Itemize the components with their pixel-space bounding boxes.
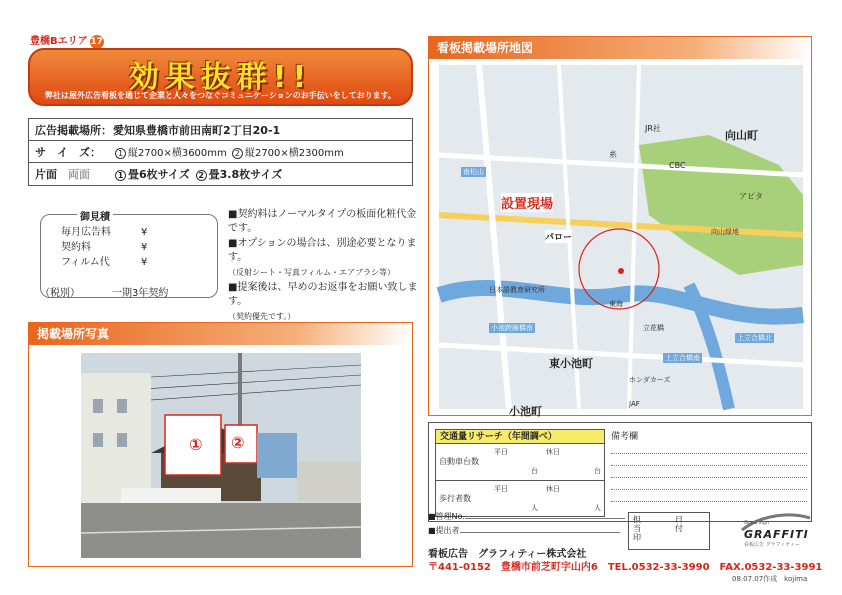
- map-label-jr: JR社: [645, 124, 661, 133]
- banner-title: 効果抜群!!: [128, 60, 313, 95]
- site-photo-image: [81, 353, 361, 558]
- remarks-line: [611, 466, 807, 478]
- postal-code: 〒441-0152: [428, 562, 491, 573]
- map-label-koike: 小池町: [509, 405, 542, 418]
- map-label-school: 日本語教育研究所: [489, 286, 545, 294]
- info-row-location: [29, 119, 412, 141]
- map-label-kamiryu2: 上立合橋南: [665, 354, 700, 362]
- size-1-number: 1: [115, 148, 126, 159]
- yen-mark: ¥: [141, 257, 148, 268]
- fax: FAX.0532-33-3991: [719, 562, 823, 573]
- remarks-line: [611, 442, 807, 454]
- proposer: [428, 524, 625, 538]
- management-number: [428, 510, 625, 524]
- estimate-label: 毎月広告料: [61, 227, 111, 238]
- area-label: 豊橋Bエリア: [30, 36, 88, 47]
- map-panel: [428, 36, 812, 416]
- size-2-number: 2: [232, 148, 243, 159]
- side-label: [29, 166, 113, 182]
- telephone: TEL.0532-33-3990: [607, 562, 710, 573]
- traffic-research: [428, 422, 812, 522]
- side-double: 両面: [68, 168, 90, 181]
- map-label-nanshou: 南松山: [463, 168, 484, 176]
- traffic-title: 交通量リサーチ（年間調べ）: [436, 430, 604, 444]
- estimate-row-monthly: [61, 225, 148, 240]
- photo-panel: [28, 322, 413, 567]
- map-label-river: 小池跨線橋南: [491, 324, 533, 332]
- banner-subtitle: 弊社は屋外広告看板を通じて企業と人々をつなぐコミュニケーションのお手伝いをしております。: [45, 91, 396, 100]
- notes: [228, 208, 418, 325]
- photo-marker-1: ①: [189, 435, 203, 454]
- size-1: 縦2700×横3600mm: [128, 148, 227, 159]
- company-name: 看板広告 グラフィティー株式会社: [428, 549, 587, 560]
- management-number-label: ■管理No.: [428, 512, 465, 521]
- estimate-row-film: [61, 255, 148, 270]
- map-label-tachibana: 立花橋: [643, 324, 664, 332]
- stamp-date-label: 日付: [675, 515, 683, 533]
- photo-marker-2: ②: [231, 433, 245, 452]
- remarks: [611, 429, 807, 502]
- remarks-label: 備考欄: [611, 432, 639, 442]
- graffiti-logo: [722, 508, 812, 548]
- side-2-number: 2: [196, 170, 207, 181]
- side-1-number: 1: [115, 170, 126, 181]
- side-2: 畳3.8枚サイズ: [208, 168, 283, 181]
- note-2-detail: （反射シート・写真フィルム・エアブラシ等）: [228, 268, 396, 277]
- map-label-jaf: JAF: [629, 400, 640, 408]
- traffic-row-cars: [436, 444, 604, 481]
- yen-mark: ¥: [141, 227, 148, 238]
- map-graphic: [439, 65, 803, 409]
- estimate-rows: [61, 225, 148, 270]
- site-photo: [81, 353, 361, 558]
- unit-person: 人: [594, 504, 601, 512]
- footer-note: 08.07.07作成 kojima: [732, 575, 808, 583]
- location-map: [439, 65, 803, 418]
- yen-mark: ¥: [141, 242, 148, 253]
- holiday-label: 休日: [546, 485, 560, 493]
- proposer-label: ■提出者: [428, 526, 460, 535]
- map-label-ito: 糸: [609, 150, 617, 159]
- map-site-label: 設置現場: [501, 193, 553, 212]
- area-number: 17: [90, 37, 103, 47]
- tax-row: [40, 284, 168, 299]
- remarks-line: [611, 454, 807, 466]
- map-label-higashi-koike: 東小池町: [549, 357, 593, 370]
- headline-banner: [28, 48, 413, 106]
- estimate-row-contract: [61, 240, 148, 255]
- map-label-paro: パロー: [545, 230, 572, 243]
- location-label: 広告掲載場所：: [35, 123, 112, 137]
- size-label: サ イ ズ：: [35, 145, 101, 159]
- unit-car: 台: [594, 467, 601, 475]
- remarks-line: [611, 490, 807, 502]
- location-value: 愛知県豊橋市前田南町2丁目20-1: [113, 123, 281, 137]
- management-number-line: [465, 518, 625, 519]
- area-tag: [30, 32, 104, 49]
- unit-person: 人: [531, 504, 538, 512]
- estimate-label: フィルム代: [61, 257, 110, 268]
- side-1: 畳6枚サイズ: [128, 168, 190, 181]
- stamp-box: [628, 512, 710, 550]
- logo-top-text: Good sign: [744, 520, 770, 526]
- size-2: 縦2700×横2300mm: [244, 148, 344, 159]
- pedestrian-count-label: 歩行者数: [439, 494, 471, 503]
- size-value: [113, 144, 412, 159]
- logo-sub-text: 看板広告 グラフィティー: [744, 542, 800, 548]
- estimate-label: 契約料: [61, 242, 91, 253]
- remarks-line: [611, 478, 807, 490]
- traffic-table: [435, 429, 605, 517]
- map-label-kamiryu: 上立合橋北: [737, 334, 772, 342]
- unit-car: 台: [531, 467, 538, 475]
- side-value: [113, 166, 412, 182]
- weekday-label: 平日: [494, 485, 508, 493]
- info-row-side: [29, 163, 412, 185]
- management-fields: [428, 510, 625, 538]
- info-table: [28, 118, 413, 186]
- photo-panel-title: 掲載場所写真: [29, 323, 412, 345]
- map-label-cbc: CBC: [669, 161, 686, 170]
- street-address: 豊橋市前芝町字山内6: [500, 562, 598, 573]
- info-row-size: [29, 141, 412, 163]
- note-3: ■提案後は、早めのお返事をお願い致します。: [228, 282, 418, 307]
- note-3-detail: （契約優先です。）: [228, 312, 296, 321]
- side-single: 片面: [35, 168, 57, 181]
- company-address: [428, 558, 832, 573]
- contract-term: 一期3年契約: [112, 288, 169, 299]
- map-label-mukaiyama: 向山町: [725, 129, 758, 142]
- logo-name: GRAFFITI: [744, 528, 809, 541]
- map-label-honda: ホンダカーズ: [629, 376, 671, 384]
- holiday-label: 休日: [546, 448, 560, 456]
- map-label-apita: アピタ: [739, 192, 763, 201]
- map-panel-title: 看板掲載場所地図: [429, 37, 811, 59]
- map-label-ryokudo: 向山緑地: [711, 228, 739, 236]
- note-2: ■オプションの場合は、別途必要となります。: [228, 238, 417, 263]
- proposer-line: [460, 532, 620, 533]
- stamp-person-label: 担当印: [633, 515, 641, 542]
- map-label-hills: 東海: [609, 300, 623, 308]
- estimate-title: 御見積: [77, 208, 113, 223]
- car-count-label: 自動車台数: [439, 457, 479, 466]
- tax-label: （税別）: [40, 288, 80, 299]
- weekday-label: 平日: [494, 448, 508, 456]
- note-1: ■契約料はノーマルタイプの板面化粧代金です。: [228, 209, 417, 234]
